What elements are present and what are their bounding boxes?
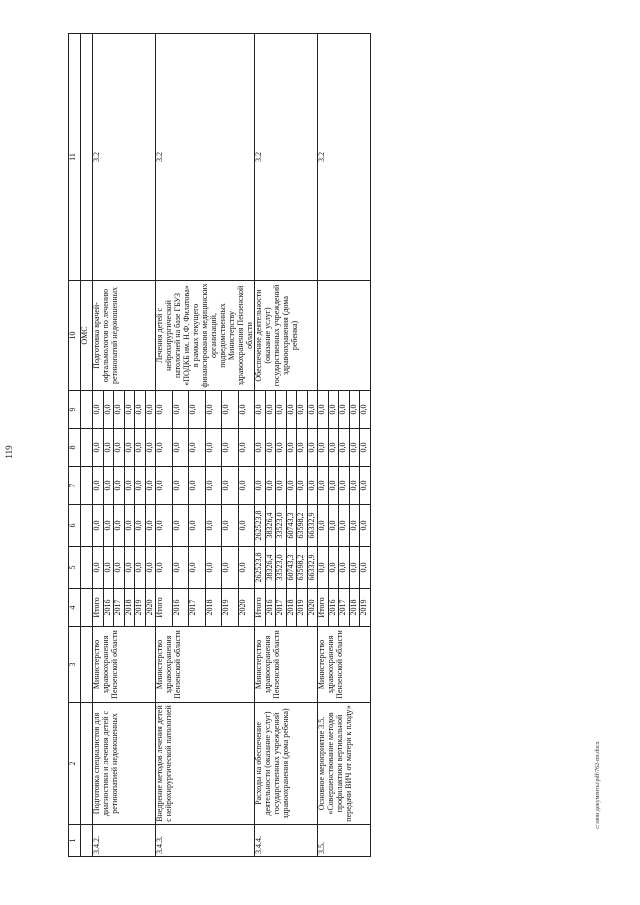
value-cell-5: 0,0 bbox=[145, 547, 156, 589]
value-cell-9: 0,0 bbox=[172, 391, 189, 429]
col-header: 7 bbox=[69, 467, 81, 505]
value-cell-5: 0,0 bbox=[124, 547, 135, 589]
value-cell-7: 0,0 bbox=[156, 467, 173, 505]
value-cell-8: 0,0 bbox=[93, 429, 104, 467]
value-cell-8: 0,0 bbox=[205, 429, 222, 467]
col-header: 5 bbox=[69, 547, 81, 589]
value-cell-5: 0,0 bbox=[93, 547, 104, 589]
value-cell-9: 0,0 bbox=[349, 391, 360, 429]
value-cell-8: 0,0 bbox=[145, 429, 156, 467]
value-cell-9: 0,0 bbox=[205, 391, 222, 429]
column-number-row bbox=[69, 34, 81, 857]
oms-label: ОМС bbox=[81, 281, 93, 391]
value-cell-6: 0,0 bbox=[93, 505, 104, 547]
oms-row bbox=[81, 34, 93, 857]
executor: Министерство здравоохранения Пензенской области bbox=[318, 627, 371, 703]
value-cell-9: 0,0 bbox=[222, 391, 239, 429]
value-cell-6: 0,0 bbox=[339, 505, 350, 547]
value-cell-8: 0,0 bbox=[156, 429, 173, 467]
executor: Министерство здравоохранения Пензенской области bbox=[156, 627, 255, 703]
value-cell-7: 0,0 bbox=[103, 467, 114, 505]
value-cell-8: 0,0 bbox=[172, 429, 189, 467]
table-row bbox=[156, 34, 173, 857]
year-cell: 2018 bbox=[349, 589, 360, 627]
value-cell-8: 0,0 bbox=[222, 429, 239, 467]
item-name: Внедрение методов лечения детей с нейрохирургической патологией bbox=[156, 703, 255, 825]
value-cell-9: 0,0 bbox=[328, 391, 339, 429]
value-cell-9: 0,0 bbox=[318, 391, 329, 429]
value-cell-8: 0,0 bbox=[360, 429, 371, 467]
value-cell-6: 0,0 bbox=[238, 505, 255, 547]
year-cell: 2017 bbox=[114, 589, 125, 627]
year-cell: 2019 bbox=[360, 589, 371, 627]
year-cell: 2019 bbox=[222, 589, 239, 627]
value-cell-8: 0,0 bbox=[189, 429, 206, 467]
program-table bbox=[68, 33, 371, 857]
year-cell: 2020 bbox=[238, 589, 255, 627]
year-cell: 2020 bbox=[145, 589, 156, 627]
col-header: 6 bbox=[69, 505, 81, 547]
item-name: Подготовка специалистов для диагностики и лечения детей с ретинопатией недоношенных bbox=[93, 703, 156, 825]
value-cell-5: 0,0 bbox=[103, 547, 114, 589]
value-cell-6: 0,0 bbox=[349, 505, 360, 547]
col-header: 11 bbox=[69, 34, 81, 281]
year-cell: 2017 bbox=[339, 589, 350, 627]
year-cell: 2017 bbox=[276, 589, 287, 627]
page-number: 119 bbox=[4, 445, 14, 459]
col-header: 2 bbox=[69, 703, 81, 825]
value-cell-9: 0,0 bbox=[276, 391, 287, 429]
year-cell: Итого bbox=[93, 589, 104, 627]
col-header: 8 bbox=[69, 429, 81, 467]
value-cell-6: 0,0 bbox=[205, 505, 222, 547]
value-cell-5: 0,0 bbox=[156, 547, 173, 589]
value-cell-8: 0,0 bbox=[103, 429, 114, 467]
value-cell-5: 0,0 bbox=[222, 547, 239, 589]
value-cell-6: 0,0 bbox=[114, 505, 125, 547]
target-ref: 3.2 bbox=[93, 34, 156, 281]
value-cell-7: 0,0 bbox=[172, 467, 189, 505]
value-cell-7: 0,0 bbox=[349, 467, 360, 505]
value-cell-9: 0,0 bbox=[360, 391, 371, 429]
value-cell-5: 0,0 bbox=[349, 547, 360, 589]
value-cell-8: 0,0 bbox=[307, 429, 318, 467]
col-header: 1 bbox=[69, 825, 81, 857]
item-number: 3.4.2. bbox=[93, 825, 156, 857]
col-header: 4 bbox=[69, 589, 81, 627]
table-row bbox=[255, 34, 266, 857]
indicator: Лечения детей с нейрохирургической патологией на базе ГБУЗ «ПОДКБ им. Н.Ф. Филатова» в рамках текущего финансирования медицинских организаций, подведомственных Министерству здравоохранения Пензенской области bbox=[156, 281, 255, 391]
value-cell-5: 60743,3 bbox=[286, 547, 297, 589]
value-cell-9: 0,0 bbox=[286, 391, 297, 429]
table-row bbox=[93, 34, 104, 857]
year-cell: Итого bbox=[318, 589, 329, 627]
year-cell: 2016 bbox=[265, 589, 276, 627]
value-cell-7: 0,0 bbox=[318, 467, 329, 505]
year-cell: 2018 bbox=[286, 589, 297, 627]
value-cell-7: 0,0 bbox=[276, 467, 287, 505]
value-cell-8: 0,0 bbox=[276, 429, 287, 467]
year-cell: 2019 bbox=[297, 589, 308, 627]
value-cell-7: 0,0 bbox=[189, 467, 206, 505]
value-cell-8: 0,0 bbox=[328, 429, 339, 467]
value-cell-8: 0,0 bbox=[265, 429, 276, 467]
value-cell-5: 63598,2 bbox=[297, 547, 308, 589]
value-cell-5: 0,0 bbox=[238, 547, 255, 589]
value-cell-8: 0,0 bbox=[114, 429, 125, 467]
value-cell-7: 0,0 bbox=[307, 467, 318, 505]
value-cell-8: 0,0 bbox=[297, 429, 308, 467]
year-cell: 2019 bbox=[135, 589, 146, 627]
item-name: Расходы на обеспечение деятельности (оказание услуг) государственных учреждений здравоохранения (дома ребенка) bbox=[255, 703, 318, 825]
value-cell-7: 0,0 bbox=[286, 467, 297, 505]
value-cell-6: 0,0 bbox=[318, 505, 329, 547]
value-cell-9: 0,0 bbox=[189, 391, 206, 429]
value-cell-7: 0,0 bbox=[360, 467, 371, 505]
value-cell-7: 0,0 bbox=[328, 467, 339, 505]
year-cell: Итого bbox=[156, 589, 173, 627]
value-cell-6: 0,0 bbox=[103, 505, 114, 547]
target-ref: 3.2 bbox=[255, 34, 318, 281]
value-cell-7: 0,0 bbox=[114, 467, 125, 505]
value-cell-5: 0,0 bbox=[328, 547, 339, 589]
value-cell-9: 0,0 bbox=[135, 391, 146, 429]
value-cell-5: 0,0 bbox=[114, 547, 125, 589]
value-cell-9: 0,0 bbox=[265, 391, 276, 429]
value-cell-9: 0,0 bbox=[156, 391, 173, 429]
value-cell-8: 0,0 bbox=[349, 429, 360, 467]
value-cell-7: 0,0 bbox=[238, 467, 255, 505]
value-cell-6: 0,0 bbox=[328, 505, 339, 547]
value-cell-7: 0,0 bbox=[297, 467, 308, 505]
item-number: 3.4.3. bbox=[156, 825, 255, 857]
value-cell-6: 0,0 bbox=[145, 505, 156, 547]
year-cell: 2018 bbox=[124, 589, 135, 627]
value-cell-6: 66332,9 bbox=[307, 505, 318, 547]
value-cell-8: 0,0 bbox=[238, 429, 255, 467]
col-header: 10 bbox=[69, 281, 81, 391]
value-cell-6: 0,0 bbox=[222, 505, 239, 547]
value-cell-8: 0,0 bbox=[124, 429, 135, 467]
value-cell-5: 33523,0 bbox=[276, 547, 287, 589]
value-cell-8: 0,0 bbox=[318, 429, 329, 467]
year-cell: 2016 bbox=[172, 589, 189, 627]
value-cell-7: 0,0 bbox=[339, 467, 350, 505]
indicator: Обеспечение деятельности (оказание услуг) государственных учреждений здравоохранения (дома ребенка) bbox=[255, 281, 318, 391]
value-cell-7: 0,0 bbox=[145, 467, 156, 505]
executor: Министерство здравоохранения Пензенской области bbox=[93, 627, 156, 703]
value-cell-7: 0,0 bbox=[265, 467, 276, 505]
footer-path: c:\мои документы\pdf\762-пп.docx bbox=[595, 741, 601, 829]
value-cell-5: 0,0 bbox=[205, 547, 222, 589]
col-header: 3 bbox=[69, 627, 81, 703]
value-cell-5: 0,0 bbox=[360, 547, 371, 589]
value-cell-7: 0,0 bbox=[222, 467, 239, 505]
value-cell-5: 0,0 bbox=[189, 547, 206, 589]
value-cell-6: 0,0 bbox=[124, 505, 135, 547]
value-cell-8: 0,0 bbox=[286, 429, 297, 467]
col-header: 9 bbox=[69, 391, 81, 429]
value-cell-7: 0,0 bbox=[93, 467, 104, 505]
value-cell-5: 0,0 bbox=[318, 547, 329, 589]
value-cell-7: 0,0 bbox=[205, 467, 222, 505]
value-cell-5: 0,0 bbox=[339, 547, 350, 589]
value-cell-9: 0,0 bbox=[124, 391, 135, 429]
value-cell-6: 0,0 bbox=[360, 505, 371, 547]
value-cell-9: 0,0 bbox=[114, 391, 125, 429]
year-cell: 2018 bbox=[205, 589, 222, 627]
table-row bbox=[318, 34, 329, 857]
value-cell-9: 0,0 bbox=[255, 391, 266, 429]
year-cell: 2020 bbox=[307, 589, 318, 627]
value-cell-6: 0,0 bbox=[156, 505, 173, 547]
value-cell-8: 0,0 bbox=[135, 429, 146, 467]
value-cell-5: 262523,8 bbox=[255, 547, 266, 589]
target-ref: 3.2 bbox=[318, 34, 371, 281]
year-cell: 2017 bbox=[189, 589, 206, 627]
indicator: Подготовка врачей-офтальмологов по лечению ретинопатий недоношенных bbox=[93, 281, 156, 391]
value-cell-5: 0,0 bbox=[135, 547, 146, 589]
value-cell-6: 0,0 bbox=[135, 505, 146, 547]
item-number: 3.5. bbox=[318, 825, 371, 857]
indicator bbox=[318, 281, 371, 391]
target-ref: 3.2 bbox=[156, 34, 255, 281]
value-cell-6: 262523,8 bbox=[255, 505, 266, 547]
value-cell-7: 0,0 bbox=[255, 467, 266, 505]
value-cell-8: 0,0 bbox=[255, 429, 266, 467]
year-cell: Итого bbox=[255, 589, 266, 627]
value-cell-6: 63598,2 bbox=[297, 505, 308, 547]
value-cell-5: 0,0 bbox=[172, 547, 189, 589]
value-cell-9: 0,0 bbox=[307, 391, 318, 429]
value-cell-5: 38326,4 bbox=[265, 547, 276, 589]
year-cell: 2016 bbox=[103, 589, 114, 627]
value-cell-5: 66332,9 bbox=[307, 547, 318, 589]
value-cell-7: 0,0 bbox=[135, 467, 146, 505]
value-cell-6: 60743,3 bbox=[286, 505, 297, 547]
value-cell-9: 0,0 bbox=[339, 391, 350, 429]
table-body bbox=[93, 34, 371, 857]
value-cell-6: 0,0 bbox=[189, 505, 206, 547]
year-cell: 2016 bbox=[328, 589, 339, 627]
value-cell-7: 0,0 bbox=[124, 467, 135, 505]
item-name: Основное мероприятие 3.5. «Совершенствование методов профилактики вертикальной передачи ВИЧ от матери к плоду» bbox=[318, 703, 371, 825]
item-number: 3.4.4. bbox=[255, 825, 318, 857]
value-cell-9: 0,0 bbox=[93, 391, 104, 429]
value-cell-6: 38326,4 bbox=[265, 505, 276, 547]
rotated-table-area bbox=[68, 34, 605, 857]
value-cell-9: 0,0 bbox=[145, 391, 156, 429]
value-cell-9: 0,0 bbox=[103, 391, 114, 429]
value-cell-6: 33523,0 bbox=[276, 505, 287, 547]
value-cell-8: 0,0 bbox=[339, 429, 350, 467]
value-cell-9: 0,0 bbox=[297, 391, 308, 429]
executor: Министерство здравоохранения Пензенской области bbox=[255, 627, 318, 703]
value-cell-6: 0,0 bbox=[172, 505, 189, 547]
value-cell-9: 0,0 bbox=[238, 391, 255, 429]
